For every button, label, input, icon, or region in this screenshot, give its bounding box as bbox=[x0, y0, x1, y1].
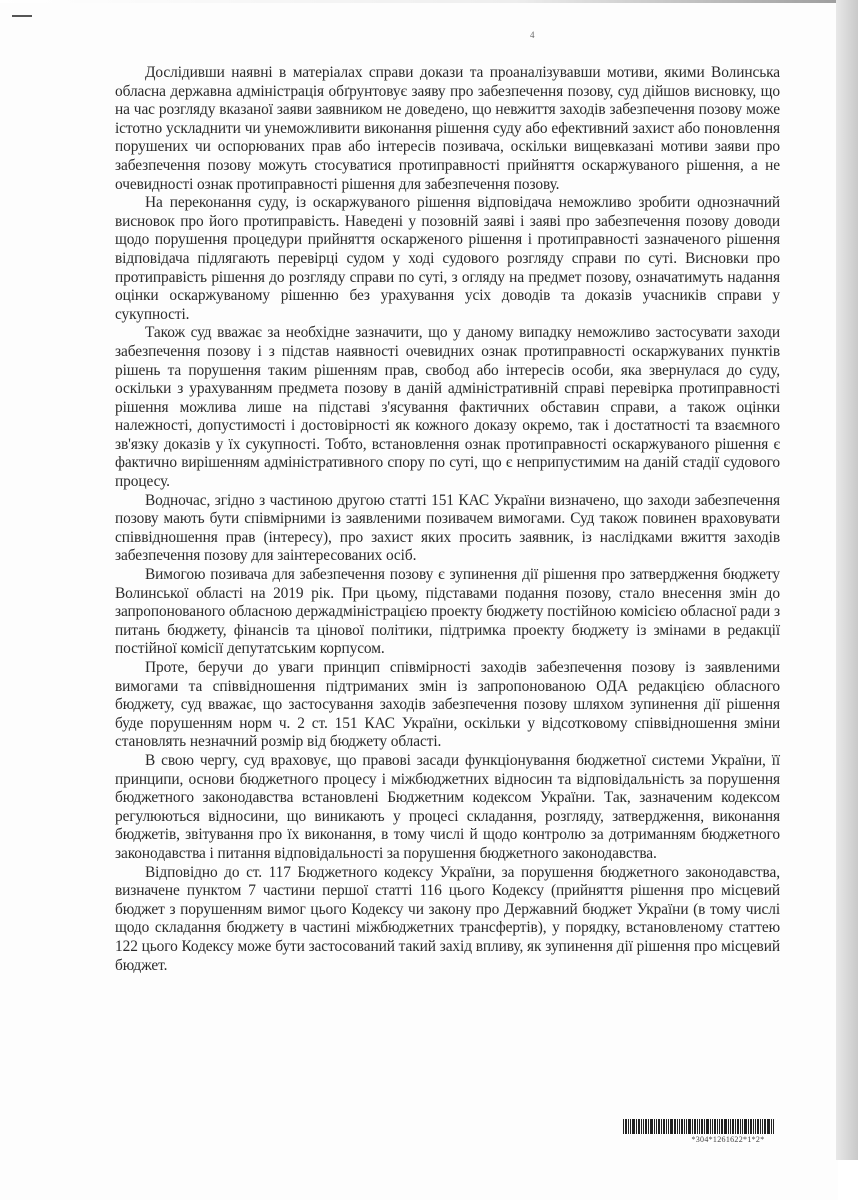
barcode-bar bbox=[688, 1119, 691, 1134]
barcode-bar bbox=[771, 1119, 772, 1134]
barcode-bar bbox=[737, 1119, 739, 1134]
barcode-bar bbox=[668, 1119, 669, 1134]
barcode-bar bbox=[767, 1119, 770, 1134]
barcode-bar bbox=[717, 1119, 718, 1134]
barcode-bar bbox=[728, 1119, 729, 1134]
barcode-bar bbox=[706, 1119, 709, 1134]
barcode-bar bbox=[732, 1119, 734, 1134]
paragraph-2: На переконання суду, із оскаржуваного рішення відповідача неможливо зробити однозначний висновок про його протиправість. Наведені у позовній заяві і заяві про забезпечення позову доводи щодо порушення процедури прийняття оскарженого рішення і протиправності зазначеного рішення відповідача підлягають перевірці судом у ході судового розгляду справи по суті. Висновки про протиправість рішення до розгляду справи по суті, з огляду на предмет позову, означатимуть надання оцінки оскаржуваному рішенню без урахування усіх доводів та доказів учасників справи у сукупності. bbox=[115, 194, 780, 323]
scan-edge bbox=[0, 0, 858, 3]
barcode-bar bbox=[674, 1119, 676, 1134]
barcode-bar bbox=[704, 1119, 705, 1134]
barcode-bar bbox=[694, 1119, 696, 1134]
barcode-bar bbox=[645, 1119, 647, 1134]
barcode-bar bbox=[656, 1119, 657, 1134]
paragraph-4: Водночас, згідно з частиною другою статті 151 КАС України визначено, що заходи забезпечення позову мають бути співмірними із заявленими позивачем вимогами. Суд також повинен враховувати співвідношення прав (інтересу), про захист яких просить заявник, із наслідками вжиття заходів забезпечення позову для заінтересованих осіб. bbox=[115, 491, 780, 565]
barcode-bar bbox=[735, 1119, 736, 1134]
barcode-bar bbox=[712, 1119, 713, 1134]
barcode-bar bbox=[692, 1119, 693, 1134]
page-number: 4 bbox=[530, 30, 535, 40]
barcode-bar bbox=[762, 1119, 763, 1134]
barcode-bar bbox=[628, 1119, 629, 1134]
barcode-bar bbox=[663, 1119, 665, 1134]
barcode-bar bbox=[625, 1119, 627, 1134]
paragraph-3: Також суд вважає за необхідне зазначити, що у даному випадку неможливо застосувати заходи забезпечення позову і з підстав наявності очевидних ознак протиправності оскаржуваних пунктів рішень та порушення таким рішенням прав, свобод або інтересів особи, яка звернулася до суду, оскільки з урахуванням предмета позову в даній адміністративній справі перевірка протиправності рішення можлива лише на підставі з'ясування фактичних обставин справи, а також оцінки належності, допустимості і достовірності як кожного доказу окремо, так і достатності та взаємного зв'язку доказів у їх сукупності. Тобто, встановлення ознак протиправності оскаржуваного рішення є фактично вирішенням адміністративного спору по суті, що є неприпустимим на даній стадії судового процесу. bbox=[115, 324, 780, 491]
barcode-bar bbox=[773, 1119, 774, 1134]
scan-mark bbox=[12, 15, 32, 17]
barcode-bar bbox=[764, 1119, 766, 1134]
barcode-bar bbox=[666, 1119, 667, 1134]
barcode-bar bbox=[757, 1119, 759, 1134]
barcode-bar bbox=[636, 1119, 637, 1134]
barcode-bar bbox=[684, 1119, 685, 1134]
barcode-bar bbox=[721, 1119, 723, 1134]
barcode-bar bbox=[679, 1119, 680, 1134]
scan-shadow bbox=[836, 0, 858, 1160]
barcode-bar bbox=[686, 1119, 687, 1134]
document-body bbox=[115, 64, 780, 975]
barcode-bar bbox=[650, 1119, 653, 1134]
barcode-bar bbox=[750, 1119, 752, 1134]
barcode-bar bbox=[648, 1119, 649, 1134]
paragraph-5: Вимогою позивача для забезпечення позову є зупинення дії рішення про затвердження бюджету Волинської області на 2019 рік. При цьому, підставами подання позову, стало внесення змін до запропонованого обласною держадміністрацією проекту бюджету постійною комісією обласної ради з питань бюджету, фінансів та цінової політики, підтримка проекту бюджету із змінами в редакції постійної комісії депутатським корпусом. bbox=[115, 566, 780, 658]
barcode-bar bbox=[643, 1119, 644, 1134]
barcode-bar bbox=[748, 1119, 749, 1134]
barcode-bar bbox=[701, 1119, 703, 1134]
barcode-bar bbox=[744, 1119, 747, 1134]
paragraph-8: Відповідно до ст. 117 Бюджетного кодексу України, за порушення бюджетного законодавства, визначене пунктом 7 частини першої статті 116 цього Кодексу (прийняття рішення про місцевий бюджет з порушенням вимог цього Кодексу чи закону про Державний бюджет України (в тому числі щодо складання бюджету в частині міжбюджетних трансфертів), у порядку, встановленому статтею 122 цього Кодексу може бути застосований такий захід впливу, як зупинення дії рішення про місцевий бюджет. bbox=[115, 863, 780, 974]
barcode-bar bbox=[641, 1119, 642, 1134]
paragraph-1: Дослідивши наявні в матеріалах справи докази та проаналізувавши мотиви, якими Волинська обласна державна адміністрація обґрунтовує заяву про забезпечення позову, суд дійшов висновку, що на час розгляду вказаної заяви заявником не доведено, що невжиття заходів забезпечення позову може істотно ускладнити чи унеможливити виконання рішення суду або ефективний захист або поновлення порушених чи оспорюваних прав або інтересів позивача, оскільки вищевказані мотиви заяви про забезпечення позову можуть стосуватися протиправності прийняття оскаржуваного рішення, а не очевидності ознак протиправності рішення для забезпечення позову. bbox=[115, 64, 780, 193]
barcode-bar bbox=[658, 1119, 660, 1134]
barcode-bar bbox=[661, 1119, 662, 1134]
paragraph-7: В свою чергу, суд враховує, що правові засади функціонування бюджетної системи України, її принципи, основи бюджетного процесу і міжбюджетних відносин та відповідальність за порушення бюджетного законодавства встановлені Бюджетним кодексом України. Так, зазначеним кодексом регулюються відносини, що виникають у процесі складання, розгляду, затвердження, виконання бюджетів, звітування про їх виконання, в тому числі й щодо контролю за дотриманням бюджетного законодавства і питання відповідальності за порушення бюджетного законодавства. bbox=[115, 751, 780, 862]
barcode-bar bbox=[670, 1119, 673, 1134]
barcode bbox=[623, 1119, 833, 1144]
barcode-bar bbox=[697, 1119, 698, 1134]
barcode-bar bbox=[753, 1119, 754, 1134]
barcode-bar bbox=[710, 1119, 711, 1134]
barcode-bar bbox=[714, 1119, 716, 1134]
barcode-number: *304*1261622*1*2* bbox=[691, 1135, 765, 1144]
barcode-bar bbox=[630, 1119, 631, 1134]
barcode-bar bbox=[740, 1119, 741, 1134]
barcode-bar bbox=[681, 1119, 683, 1134]
barcode-bar bbox=[755, 1119, 756, 1134]
barcode-bar bbox=[638, 1119, 640, 1134]
barcode-bar bbox=[742, 1119, 743, 1134]
barcode-bar bbox=[654, 1119, 655, 1134]
barcode-bar bbox=[730, 1119, 731, 1134]
barcode-bar bbox=[699, 1119, 700, 1134]
barcode-bar bbox=[760, 1119, 761, 1134]
barcode-bar bbox=[623, 1119, 624, 1134]
barcode-bar bbox=[677, 1119, 678, 1134]
barcode-bar bbox=[632, 1119, 635, 1134]
barcode-bar bbox=[724, 1119, 727, 1134]
paragraph-6: Проте, беручи до уваги принцип співмірності заходів забезпечення позову із заявленими вимогами та співвідношення підтриманих змін із запропонованою ОДА редакцією обласного бюджету, суд вважає, що застосування заходів забезпечення позову шляхом зупинення дії рішення буде порушенням норм ч. 2 ст. 151 КАС України, оскільки у відсотковому співвідношення зміни становлять незначний розмір від бюджету області. bbox=[115, 659, 780, 751]
barcode-bar bbox=[719, 1119, 720, 1134]
barcode-bars bbox=[623, 1119, 833, 1134]
